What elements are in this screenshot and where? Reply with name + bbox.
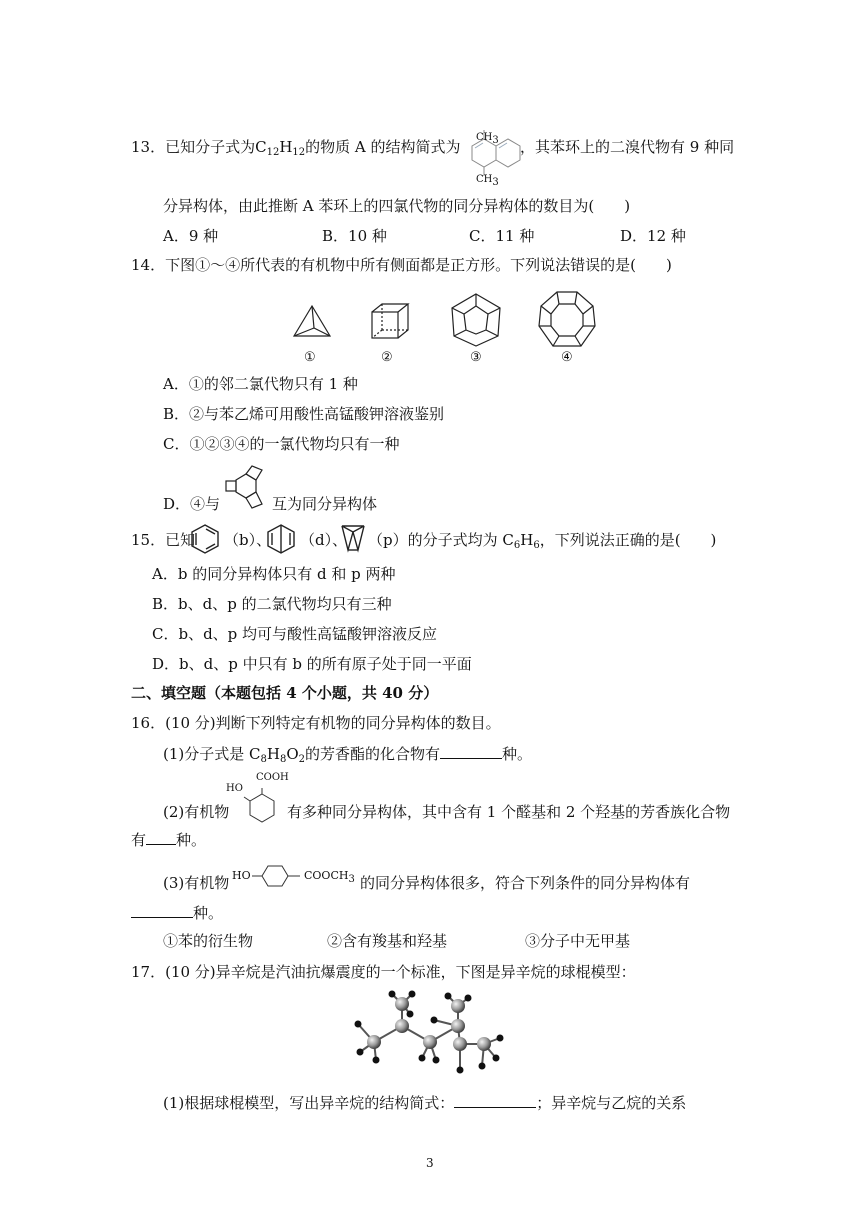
p3-ho-label: HO: [232, 869, 251, 882]
q15-stem-tail: （p）的分子式均为 $C_6H_6$，下列说法正确的是( ): [368, 531, 717, 551]
q14-stem: 14．下图①～④所代表的有机物中所有侧面都是正方形。下列说法错误的是( ): [131, 256, 672, 274]
q14-option-d-prefix: D．④与: [163, 495, 221, 513]
q16-part1: (1)分子式是 $C_8H_8O_2$的芳香酯的化合物有 种。: [163, 745, 533, 765]
figure-label-3: ③: [470, 350, 482, 365]
ho-label: HO: [226, 783, 243, 794]
q16-part3-line2: 种。: [131, 903, 223, 923]
isooctane-ball-and-stick-model: [350, 990, 510, 1080]
q17-part1: (1)根据球棍模型，写出异辛烷的结构简式： ；异辛烷与乙烷的关系: [163, 1094, 687, 1112]
label-d: （d）、: [300, 531, 348, 549]
q15-stem-prefix: 15．已知: [131, 531, 196, 549]
label-b: （b）、: [224, 531, 272, 549]
q13-line2: 分异构体，由此推断 A 苯环上的四氯代物的同分异构体的数目为( ): [163, 197, 631, 215]
dewar-benzene-d-figure: [266, 523, 296, 555]
cooch3-label: $COOCH_3$: [304, 869, 355, 885]
q13-option-d: D．12 种: [620, 227, 686, 245]
prism-structure-4-figure: [537, 290, 597, 350]
prism-structure-3-figure: [448, 292, 504, 348]
cubane-figure: [368, 300, 412, 344]
q15-option-d: D．b、d、p 中只有 b 的所有原子处于同一平面: [152, 655, 472, 673]
q16-part3-blank[interactable]: [131, 903, 193, 918]
page-number: 3: [426, 1156, 434, 1170]
figure-label-1: ①: [304, 350, 316, 365]
cooh-label: COOH: [256, 772, 289, 783]
tetrahedrane-figure: [290, 302, 334, 342]
q14-option-c: C．①②③④的一氯代物均只有一种: [163, 435, 400, 453]
q16-part2-prefix: (2)有机物: [163, 803, 230, 821]
q14-option-d-suffix: 互为同分异构体: [272, 495, 378, 513]
fused-cyclobutane-figure: [222, 462, 270, 512]
q15-option-c: C．b、d、p 均可与酸性高锰酸钾溶液反应: [152, 625, 438, 643]
q15-option-a: A．b 的同分异构体只有 d 和 p 两种: [152, 565, 396, 583]
q16-part2-text: 有多种同分异构体，其中含有 1 个醛基和 2 个羟基的芳香族化合物: [287, 803, 731, 821]
methyl-hydroxybenzoate-structure: [252, 864, 302, 894]
q17-part1-blank[interactable]: [454, 1093, 536, 1108]
benzene-b-figure: [190, 523, 220, 555]
q17-stem: 17．(10 分)异辛烷是汽油抗爆震度的一个标准，下图是异辛烷的球棍模型：: [131, 963, 636, 981]
figure-label-4: ④: [561, 350, 573, 365]
q13-line1: 13．已知分子式为$C_{12}H_{12}$的物质 A 的结构简式为: [131, 138, 461, 158]
prismane-p-figure: [340, 522, 366, 554]
q16-part1-blank[interactable]: [440, 744, 502, 759]
q14-option-b: B．②与苯乙烯可用酸性高锰酸钾溶液鉴别: [163, 405, 445, 423]
q13-option-b: B．10 种: [322, 227, 387, 245]
ch3-top-label: $CH_3$: [476, 132, 499, 146]
section-2-heading: 二、填空题（本题包括 4 个小题，共 40 分）: [131, 684, 439, 702]
figure-label-2: ②: [381, 350, 393, 365]
q16-stem: 16．(10 分)判断下列特定有机物的同分异构体的数目。: [131, 714, 501, 732]
q16-part2-blank[interactable]: [146, 830, 176, 845]
q16-condition-3: ③分子中无甲基: [525, 932, 631, 950]
q16-part3-prefix: (3)有机物: [163, 874, 230, 892]
q13-line1-tail: ，其苯环上的二溴代物有 9 种同: [520, 138, 735, 156]
q13-option-a: A．9 种: [163, 227, 219, 245]
q16-condition-1: ①苯的衍生物: [163, 932, 254, 950]
q15-option-b: B．b、d、p 的二氯代物均只有三种: [152, 595, 392, 613]
salicylic-acid-structure: [242, 782, 282, 824]
q16-condition-2: ②含有羧基和羟基: [327, 932, 448, 950]
q14-option-a: A．①的邻二氯代物只有 1 种: [163, 375, 358, 393]
q16-part3-text: 的同分异构体很多，符合下列条件的同分异构体有: [360, 874, 691, 892]
q16-part2-line2: 有 种。: [131, 831, 207, 849]
q13-option-c: C．11 种: [469, 227, 535, 245]
ch3-bottom-label: $CH_3$: [476, 174, 499, 188]
